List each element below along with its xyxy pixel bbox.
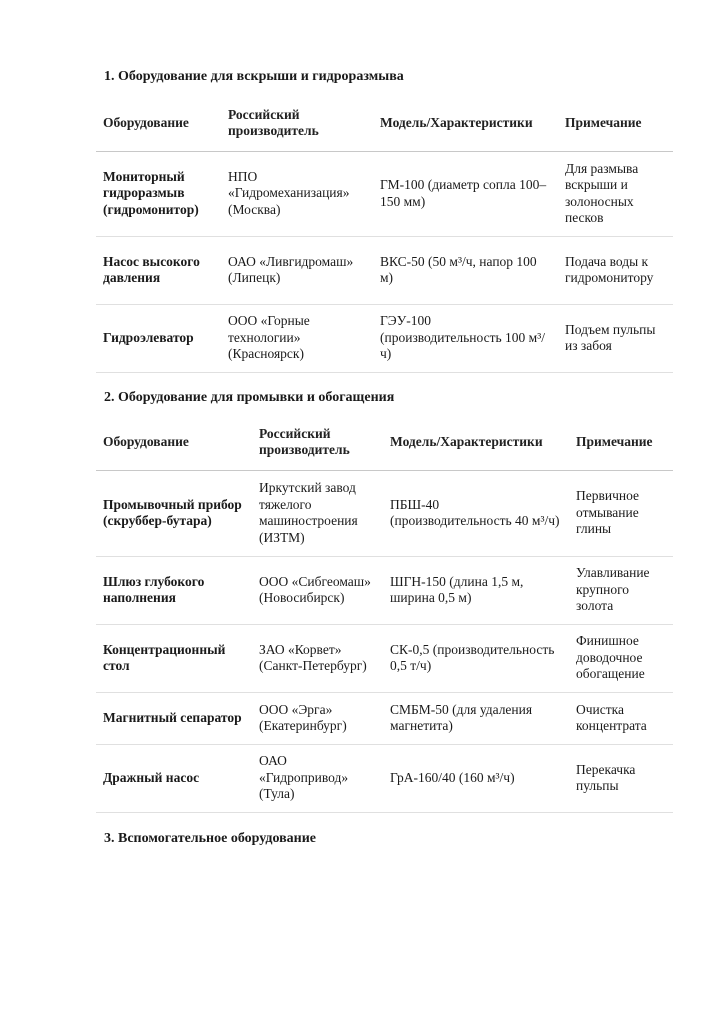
section-title: 1. Оборудование для вскрыши и гидроразмыва xyxy=(104,69,404,84)
equipment-cell: Концентрационный стол xyxy=(96,624,252,692)
model-cell: ШГН-150 (длина 1,5 м, ширина 0,5 м) xyxy=(383,556,569,624)
table-row xyxy=(96,556,673,624)
section-title: 2. Оборудование для промывки и обогащения xyxy=(104,390,395,405)
column-header: Модель/Характеристики xyxy=(383,415,569,470)
equipment-cell: Мониторный гидроразмыв (гидромонитор) xyxy=(96,151,221,236)
model-cell: ГМ-100 (диаметр сопла 100–150 мм) xyxy=(373,151,558,236)
manufacturer-cell: ЗАО «Корвет» (Санкт-Петербург) xyxy=(252,624,383,692)
manufacturer-cell: ООО «Сибгеомаш» (Новосибирск) xyxy=(252,556,383,624)
model-cell: ГЭУ-100 (производительность 100 м³/ч) xyxy=(373,304,558,372)
manufacturer-cell: ОАО «Гидропривод» (Тула) xyxy=(252,744,383,812)
table-row xyxy=(96,624,673,692)
column-header: Оборудование xyxy=(96,96,221,151)
manufacturer-cell: ООО «Горные технологии» (Красноярск) xyxy=(221,304,373,372)
column-header: Оборудование xyxy=(96,415,252,470)
column-header: Примечание xyxy=(558,96,673,151)
manufacturer-cell: НПО «Гидромеханизация» (Москва) xyxy=(221,151,373,236)
note-cell: Подъем пульпы из забоя xyxy=(558,304,673,372)
equipment-cell: Шлюз глубокого наполнения xyxy=(96,556,252,624)
model-cell: ГрА-160/40 (160 м³/ч) xyxy=(383,744,569,812)
manufacturer-cell: ОАО «Ливгидромаш» (Липецк) xyxy=(221,236,373,304)
model-cell: СМБМ-50 (для удаления магнетита) xyxy=(383,692,569,744)
column-header: Примечание xyxy=(569,415,673,470)
note-cell: Перекачка пульпы xyxy=(569,744,673,812)
note-cell: Финишное доводочное обогащение xyxy=(569,624,673,692)
equipment-table xyxy=(96,415,673,813)
equipment-cell: Магнитный сепаратор xyxy=(96,692,252,744)
table-header-row xyxy=(96,96,673,151)
model-cell: ВКС-50 (50 м³/ч, напор 100 м) xyxy=(373,236,558,304)
model-cell: ПБШ-40 (производительность 40 м³/ч) xyxy=(383,470,569,556)
column-header: Российский производитель xyxy=(221,96,373,151)
equipment-cell: Дражный насос xyxy=(96,744,252,812)
table-row xyxy=(96,470,673,556)
column-header: Российский производитель xyxy=(252,415,383,470)
note-cell: Для размыва вскрыши и золоносных песков xyxy=(558,151,673,236)
model-cell: СК-0,5 (производительность 0,5 т/ч) xyxy=(383,624,569,692)
equipment-cell: Гидроэлеватор xyxy=(96,304,221,372)
note-cell: Первичное отмывание глины xyxy=(569,470,673,556)
table-row xyxy=(96,304,673,372)
table-row xyxy=(96,151,673,236)
table-row xyxy=(96,692,673,744)
equipment-cell: Промывочный прибор (скруббер-бутара) xyxy=(96,470,252,556)
manufacturer-cell: Иркутский завод тяжелого машиностроения (ИЗТМ) xyxy=(252,470,383,556)
equipment-table xyxy=(96,96,673,373)
note-cell: Подача воды к гидромонитору xyxy=(558,236,673,304)
table-header-row xyxy=(96,415,673,470)
note-cell: Очистка концентрата xyxy=(569,692,673,744)
note-cell: Улавливание крупного золота xyxy=(569,556,673,624)
section-title: 3. Вспомогательное оборудование xyxy=(104,831,317,846)
manufacturer-cell: ООО «Эрга» (Екатеринбург) xyxy=(252,692,383,744)
table-row xyxy=(96,236,673,304)
equipment-cell: Насос высокого давления xyxy=(96,236,221,304)
column-header: Модель/Характеристики xyxy=(373,96,558,151)
table-row xyxy=(96,744,673,812)
